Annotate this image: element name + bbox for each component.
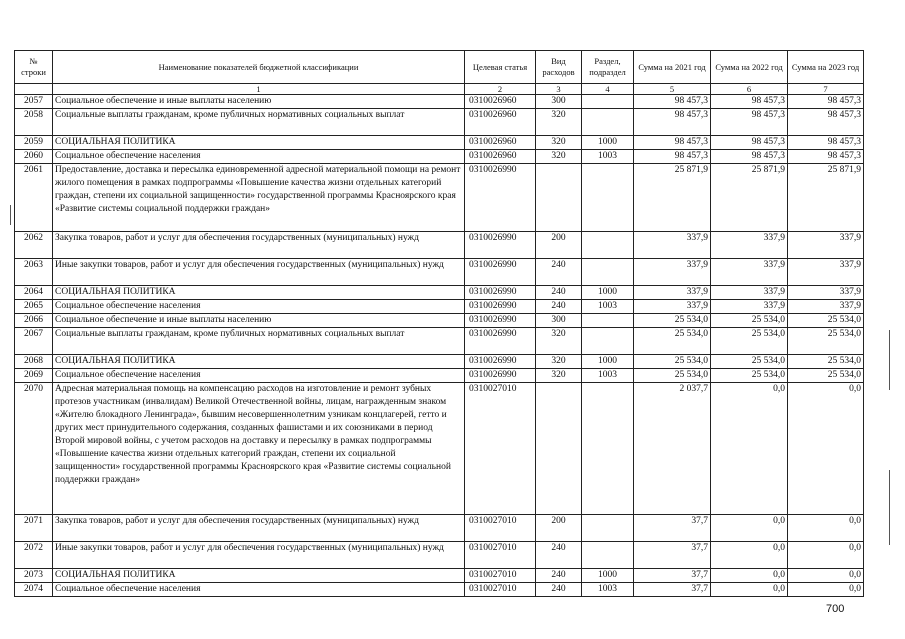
- scan-edge-mark: [10, 205, 11, 225]
- table-row: [15, 286, 864, 300]
- sum-2023: 337,9: [788, 286, 864, 300]
- row-number: 2062: [15, 232, 53, 259]
- header-sum-2021: Сумма на 2021 год: [634, 51, 711, 84]
- sum-2021: 2 037,7: [634, 383, 711, 515]
- row-number: 2060: [15, 150, 53, 164]
- sum-2023: 337,9: [788, 300, 864, 314]
- table-row: [15, 314, 864, 328]
- column-number: 3: [536, 84, 582, 95]
- sum-2021: 98 457,3: [634, 109, 711, 136]
- expense-type: 300: [536, 95, 582, 109]
- sum-2023: 0,0: [788, 515, 864, 542]
- sum-2023: 0,0: [788, 542, 864, 569]
- sum-2021: 98 457,3: [634, 95, 711, 109]
- expense-type: 300: [536, 314, 582, 328]
- table-row: [15, 369, 864, 383]
- table-row: [15, 136, 864, 150]
- row-number: 2064: [15, 286, 53, 300]
- table-row: [15, 259, 864, 286]
- sum-2022: 98 457,3: [711, 95, 788, 109]
- expense-type: 320: [536, 369, 582, 383]
- sum-2021: 25 534,0: [634, 355, 711, 369]
- sum-2022: 25 534,0: [711, 328, 788, 355]
- sum-2023: 0,0: [788, 583, 864, 597]
- sum-2022: 0,0: [711, 383, 788, 515]
- row-number: 2067: [15, 328, 53, 355]
- expense-type: [536, 164, 582, 232]
- header-row: [15, 51, 864, 84]
- indicator-name: СОЦИАЛЬНАЯ ПОЛИТИКА: [53, 286, 465, 300]
- row-number: 2065: [15, 300, 53, 314]
- section-code: 1000: [582, 355, 634, 369]
- sum-2023: 25 871,9: [788, 164, 864, 232]
- sum-2023: 25 534,0: [788, 369, 864, 383]
- target-article: 0310026990: [465, 232, 536, 259]
- expense-type: 320: [536, 136, 582, 150]
- column-number: 6: [711, 84, 788, 95]
- target-article: 0310027010: [465, 515, 536, 542]
- expense-type: 240: [536, 542, 582, 569]
- table-body: [15, 95, 864, 597]
- column-number: [15, 84, 53, 95]
- row-number: 2059: [15, 136, 53, 150]
- sum-2022: 337,9: [711, 286, 788, 300]
- expense-type: 240: [536, 286, 582, 300]
- target-article: 0310026960: [465, 109, 536, 136]
- section-code: 1000: [582, 286, 634, 300]
- table-row: [15, 515, 864, 542]
- target-article: 0310026990: [465, 355, 536, 369]
- sum-2021: 25 871,9: [634, 164, 711, 232]
- row-number: 2057: [15, 95, 53, 109]
- indicator-name: Социальное обеспечение населения: [53, 300, 465, 314]
- table-row: [15, 569, 864, 583]
- sum-2021: 337,9: [634, 232, 711, 259]
- row-number: 2061: [15, 164, 53, 232]
- sum-2021: 25 534,0: [634, 314, 711, 328]
- sum-2021: 337,9: [634, 286, 711, 300]
- sum-2021: 98 457,3: [634, 150, 711, 164]
- header-row-no: № строки: [15, 51, 53, 84]
- table-row: [15, 150, 864, 164]
- header-sum-2023: Сумма на 2023 год: [788, 51, 864, 84]
- budget-table-sheet: [14, 50, 863, 597]
- expense-type: 240: [536, 583, 582, 597]
- expense-type: 200: [536, 515, 582, 542]
- indicator-name: Иные закупки товаров, работ и услуг для обеспечения государственных (муниципальных) нужд: [53, 259, 465, 286]
- expense-type: [536, 383, 582, 515]
- sum-2022: 25 871,9: [711, 164, 788, 232]
- sum-2022: 0,0: [711, 542, 788, 569]
- section-code: 1003: [582, 369, 634, 383]
- section-code: [582, 383, 634, 515]
- table-row: [15, 164, 864, 232]
- sum-2022: 98 457,3: [711, 109, 788, 136]
- row-number: 2070: [15, 383, 53, 515]
- sum-2023: 0,0: [788, 569, 864, 583]
- target-article: 0310026990: [465, 286, 536, 300]
- sum-2023: 337,9: [788, 259, 864, 286]
- scan-edge-mark: [889, 330, 890, 390]
- column-number: 2: [465, 84, 536, 95]
- sum-2023: 98 457,3: [788, 109, 864, 136]
- table-row: [15, 355, 864, 369]
- indicator-name: СОЦИАЛЬНАЯ ПОЛИТИКА: [53, 569, 465, 583]
- sum-2021: 37,7: [634, 515, 711, 542]
- sum-2023: 25 534,0: [788, 328, 864, 355]
- sum-2021: 37,7: [634, 583, 711, 597]
- section-code: [582, 314, 634, 328]
- sum-2021: 37,7: [634, 542, 711, 569]
- header-target-article: Целевая статья: [465, 51, 536, 84]
- column-number: 1: [53, 84, 465, 95]
- row-number: 2058: [15, 109, 53, 136]
- row-number: 2069: [15, 369, 53, 383]
- target-article: 0310026990: [465, 164, 536, 232]
- table-row: [15, 328, 864, 355]
- target-article: 0310027010: [465, 569, 536, 583]
- sum-2022: 98 457,3: [711, 136, 788, 150]
- expense-type: 320: [536, 109, 582, 136]
- expense-type: 320: [536, 150, 582, 164]
- sum-2023: 98 457,3: [788, 95, 864, 109]
- section-code: 1003: [582, 300, 634, 314]
- scan-edge-mark: [889, 470, 890, 545]
- row-number: 2072: [15, 542, 53, 569]
- table-row: [15, 232, 864, 259]
- expense-type: 200: [536, 232, 582, 259]
- sum-2022: 337,9: [711, 300, 788, 314]
- sum-2022: 98 457,3: [711, 150, 788, 164]
- sum-2023: 25 534,0: [788, 355, 864, 369]
- header-section: Раздел, подраздел: [582, 51, 634, 84]
- header-sum-2022: Сумма на 2022 год: [711, 51, 788, 84]
- sum-2022: 25 534,0: [711, 355, 788, 369]
- column-number-row: [15, 84, 864, 95]
- row-number: 2071: [15, 515, 53, 542]
- budget-table: [14, 50, 864, 597]
- section-code: [582, 328, 634, 355]
- indicator-name: Социальное обеспечение населения: [53, 369, 465, 383]
- indicator-name: СОЦИАЛЬНАЯ ПОЛИТИКА: [53, 136, 465, 150]
- target-article: 0310026990: [465, 314, 536, 328]
- target-article: 0310027010: [465, 583, 536, 597]
- indicator-name: Социальные выплаты гражданам, кроме публичных нормативных социальных выплат: [53, 109, 465, 136]
- target-article: 0310026990: [465, 328, 536, 355]
- section-code: 1003: [582, 583, 634, 597]
- section-code: [582, 232, 634, 259]
- sum-2023: 98 457,3: [788, 150, 864, 164]
- indicator-name: Предоставление, доставка и пересылка единовременной адресной материальной помощи на ремонт жилого помещения в рамках подпрограммы «Повышение качества жизни отдельных категорий граждан, степени их социальной защищенности» государственной программы Красноярского края «Развитие системы социальной поддержки граждан»: [53, 164, 465, 232]
- expense-type: 240: [536, 569, 582, 583]
- table-row: [15, 583, 864, 597]
- table-row: [15, 109, 864, 136]
- sum-2021: 98 457,3: [634, 136, 711, 150]
- column-number: 4: [582, 84, 634, 95]
- indicator-name: Социальное обеспечение и иные выплаты населению: [53, 95, 465, 109]
- sum-2023: 25 534,0: [788, 314, 864, 328]
- expense-type: 320: [536, 355, 582, 369]
- indicator-name: СОЦИАЛЬНАЯ ПОЛИТИКА: [53, 355, 465, 369]
- target-article: 0310027010: [465, 383, 536, 515]
- table-row: [15, 542, 864, 569]
- target-article: 0310026960: [465, 95, 536, 109]
- target-article: 0310026960: [465, 150, 536, 164]
- sum-2021: 25 534,0: [634, 369, 711, 383]
- row-number: 2063: [15, 259, 53, 286]
- row-number: 2073: [15, 569, 53, 583]
- sum-2023: 98 457,3: [788, 136, 864, 150]
- indicator-name: Закупка товаров, работ и услуг для обеспечения государственных (муниципальных) нужд: [53, 515, 465, 542]
- section-code: [582, 95, 634, 109]
- header-expense-type: Вид расходов: [536, 51, 582, 84]
- section-code: [582, 259, 634, 286]
- expense-type: 240: [536, 300, 582, 314]
- target-article: 0310026960: [465, 136, 536, 150]
- table-row: [15, 95, 864, 109]
- page-number: 700: [826, 603, 845, 615]
- sum-2022: 0,0: [711, 515, 788, 542]
- section-code: 1000: [582, 569, 634, 583]
- section-code: [582, 164, 634, 232]
- sum-2022: 0,0: [711, 569, 788, 583]
- column-number: 7: [788, 84, 864, 95]
- indicator-name: Иные закупки товаров, работ и услуг для обеспечения государственных (муниципальных) нужд: [53, 542, 465, 569]
- sum-2023: 0,0: [788, 383, 864, 515]
- expense-type: 320: [536, 328, 582, 355]
- sum-2022: 25 534,0: [711, 369, 788, 383]
- indicator-name: Закупка товаров, работ и услуг для обеспечения государственных (муниципальных) нужд: [53, 232, 465, 259]
- table-row: [15, 300, 864, 314]
- indicator-name: Социальное обеспечение населения: [53, 583, 465, 597]
- sum-2022: 337,9: [711, 259, 788, 286]
- section-code: [582, 515, 634, 542]
- header-name: Наименование показателей бюджетной классификации: [53, 51, 465, 84]
- row-number: 2068: [15, 355, 53, 369]
- sum-2023: 337,9: [788, 232, 864, 259]
- indicator-name: Социальное обеспечение и иные выплаты населению: [53, 314, 465, 328]
- sum-2022: 337,9: [711, 232, 788, 259]
- sum-2021: 337,9: [634, 300, 711, 314]
- expense-type: 240: [536, 259, 582, 286]
- sum-2021: 25 534,0: [634, 328, 711, 355]
- sum-2022: 25 534,0: [711, 314, 788, 328]
- sum-2022: 0,0: [711, 583, 788, 597]
- sum-2021: 337,9: [634, 259, 711, 286]
- section-code: 1000: [582, 136, 634, 150]
- target-article: 0310027010: [465, 542, 536, 569]
- target-article: 0310026990: [465, 259, 536, 286]
- row-number: 2074: [15, 583, 53, 597]
- row-number: 2066: [15, 314, 53, 328]
- section-code: [582, 542, 634, 569]
- section-code: [582, 109, 634, 136]
- indicator-name: Социальные выплаты гражданам, кроме публичных нормативных социальных выплат: [53, 328, 465, 355]
- sum-2021: 37,7: [634, 569, 711, 583]
- target-article: 0310026990: [465, 369, 536, 383]
- indicator-name: Социальное обеспечение населения: [53, 150, 465, 164]
- indicator-name: Адресная материальная помощь на компенсацию расходов на изготовление и ремонт зубных протезов участникам (инвалидам) Великой Отечественной войны, лицам, награжденным знаком «Жителю блокадного Ленинграда», бывшим несовершеннолетним узникам концлагерей, гетто и других мест принудительного содержания, созданных фашистами и их союзниками в период Второй мировой войны, с учетом расходов на доставку и пересылку в рамках подпрограммы «Повышение качества жизни отдельных категорий граждан, степени их социальной защищенности» государственной программы Красноярского края «Развитие системы социальной поддержки граждан»: [53, 383, 465, 515]
- table-row: [15, 383, 864, 515]
- column-number: 5: [634, 84, 711, 95]
- section-code: 1003: [582, 150, 634, 164]
- target-article: 0310026990: [465, 300, 536, 314]
